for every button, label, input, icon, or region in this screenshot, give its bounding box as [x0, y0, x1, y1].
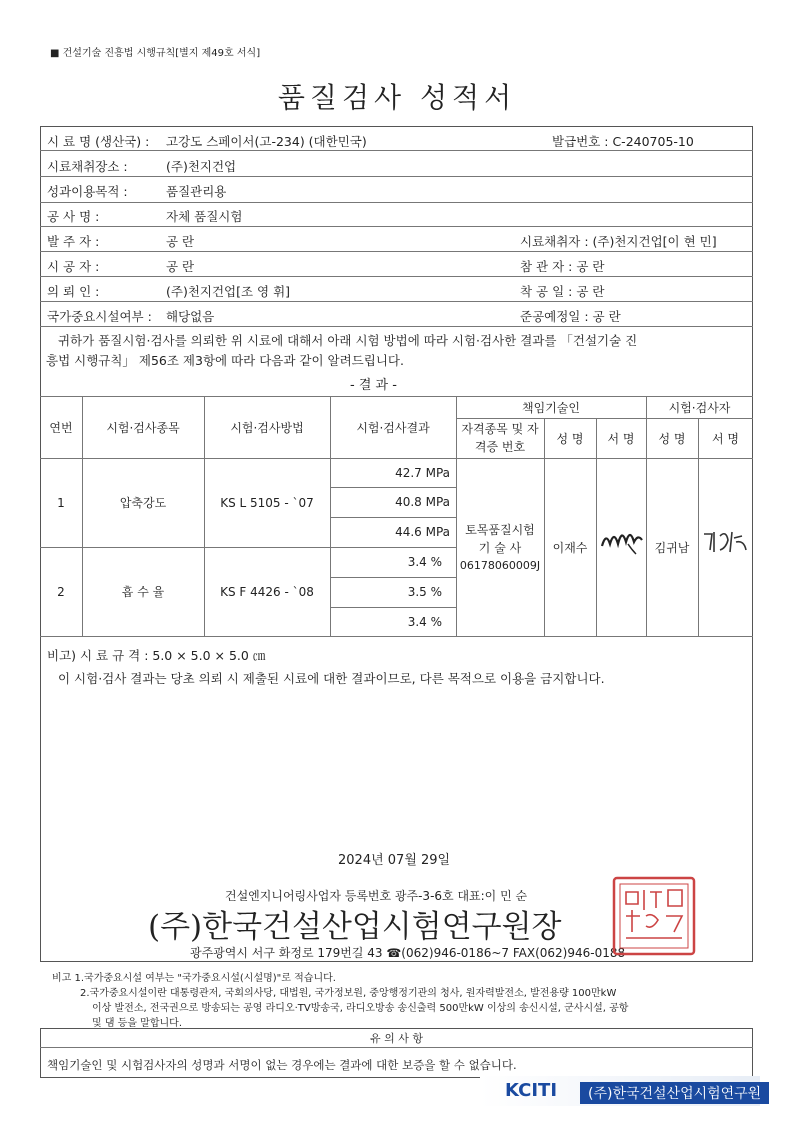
row-2-result-3: 3.4 %	[407, 614, 442, 629]
purpose: 품질관리용	[166, 184, 227, 199]
sample-name-label: 시 료 명 (생산국) :	[47, 134, 150, 149]
registration: 건설엔지니어링사업자 등록번호 광주-3-6호 대표:이 민 순	[225, 889, 528, 903]
row-2-method: KS F 4426 - `08	[220, 584, 314, 599]
row-1-result-1: 42.7 MPa	[395, 465, 450, 480]
header-method: 시험·검사방법	[230, 420, 304, 435]
purpose-label: 성과이용목적 :	[47, 184, 128, 199]
note-2a: 2.국가중요시설이란 대통령관저, 국회의사당, 대법원, 국가정보원, 중앙행정기관의 청사, 원자력발전소, 발전용량 100만kW	[80, 988, 617, 999]
result-heading: - 결 과 -	[350, 378, 397, 393]
footer-name: (주)한국건설산업시험연구원	[580, 1082, 769, 1104]
tester-signature	[700, 524, 752, 558]
constructor-label: 시 공 자 :	[47, 259, 100, 274]
footer-brand: KCITI	[505, 1080, 558, 1101]
row-1-item: 압축강도	[119, 496, 167, 510]
intro-line-1: 귀하가 품질시험·검사를 의뢰한 위 시료에 대해서 아래 시험 방법에 따라 시험·검사한 결과를 「건설기술 진	[58, 333, 638, 348]
caution-text: 책임기술인 및 시험검사자의 성명과 서명이 없는 경우에는 결과에 대한 보증을 할 수 없습니다.	[47, 1058, 517, 1072]
caution-title: 유 의 사 항	[370, 1032, 423, 1045]
row-2-result-2: 3.5 %	[407, 585, 442, 599]
official-seal	[612, 876, 696, 956]
qualification-line-1: 토목품질시험	[465, 522, 535, 537]
row-2-item: 흡 수 율	[121, 585, 165, 599]
row-2-no: 2	[57, 584, 65, 599]
remarks-note: 이 시험·검사 결과는 당초 의뢰 시 제출된 시료에 대한 결과이므로, 다른 목적으로 이용을 금지합니다.	[58, 671, 605, 686]
header-tester-name: 성 명	[658, 431, 686, 446]
client-label: 의 뢰 인 :	[47, 284, 100, 299]
note-2c: 및 댐 등을 말합니다.	[92, 1018, 182, 1029]
row-2-result-1: 3.4 %	[407, 555, 442, 569]
completion-date: 준공예정일 : 공 란	[520, 309, 621, 324]
intro-line-2: 흥법 시행규칙」 제56조 제3항에 따라 다음과 같이 알려드립니다.	[46, 353, 404, 368]
row-1-result-2: 40.8 MPa	[395, 495, 450, 509]
tester-name: 김귀남	[654, 540, 690, 555]
national: 해당없음	[166, 309, 215, 324]
orderer-label: 발 주 자 :	[47, 234, 100, 249]
sample-name: 고강도 스페이서(고-234) (대한민국)	[166, 134, 367, 149]
header-result: 시험·검사결과	[356, 420, 430, 435]
witness: 참 관 자 : 공 란	[520, 259, 605, 274]
header-engineer-name: 성 명	[556, 431, 584, 446]
row-1-result-3: 44.6 MPa	[395, 525, 450, 539]
issue-number: 발급번호 : C-240705-10	[552, 134, 694, 149]
header-engineer-sign: 서 명	[607, 431, 635, 446]
sampling-place: (주)천지건업	[166, 159, 237, 174]
sampling-place-label: 시료채취장소 :	[47, 159, 128, 174]
address: 광주광역시 서구 화정로 179번길 43 ☎(062)946-0186~7 FAX(062)946-0188	[190, 946, 626, 960]
note-1: 비고 1.국가중요시설 여부는 "국가중요시설(시설명)"로 적습니다.	[52, 973, 336, 984]
issue-date: 2024년 07월 29일	[338, 853, 451, 868]
orderer: 공 란	[166, 234, 195, 249]
qualification-line-2: 기 술 사	[478, 540, 522, 555]
qualification-line-3: 06178060009J	[459, 558, 541, 572]
header-no: 연번	[49, 420, 73, 435]
engineer-signature	[598, 520, 644, 560]
project-label: 공 사 명 :	[47, 209, 100, 224]
client: (주)천지건업[조 영 휘]	[166, 284, 291, 299]
header-tester-sign: 서 명	[712, 431, 739, 446]
sampler: 시료채취자 : (주)천지건업[이 현 민]	[520, 234, 717, 249]
document-title: 품질검사 성적서	[277, 81, 517, 114]
header-qualification: 자격종목 및 자격증 번호	[461, 422, 539, 454]
note-2b: 이상 발전소, 전국권으로 방송되는 공영 라디오·TV방송국, 라디오방송 송신출력 500만kW 이상의 송신시설, 군사시설, 공항	[92, 1003, 629, 1014]
header-tester-group: 시험·검사자	[668, 400, 731, 415]
constructor: 공 란	[166, 259, 195, 274]
remarks-spec: 비고) 시 료 규 격 : 5.0 × 5.0 × 5.0 ㎝	[47, 648, 266, 663]
header-item: 시험·검사종목	[106, 420, 180, 435]
row-1-no: 1	[57, 495, 65, 510]
form-note: ■ 건설기술 진흥법 시행규칙[별지 제49호 서식]	[50, 48, 261, 59]
start-date: 착 공 일 : 공 란	[520, 284, 605, 299]
project: 자체 품질시험	[166, 209, 243, 224]
national-label: 국가중요시설여부 :	[47, 309, 152, 324]
row-1-method: KS L 5105 - `07	[220, 495, 314, 510]
organization-name: (주)한국건설산업시험연구원장	[148, 909, 562, 945]
engineer-name: 이재수	[552, 540, 588, 555]
header-engineer-group: 책임기술인	[522, 400, 580, 415]
